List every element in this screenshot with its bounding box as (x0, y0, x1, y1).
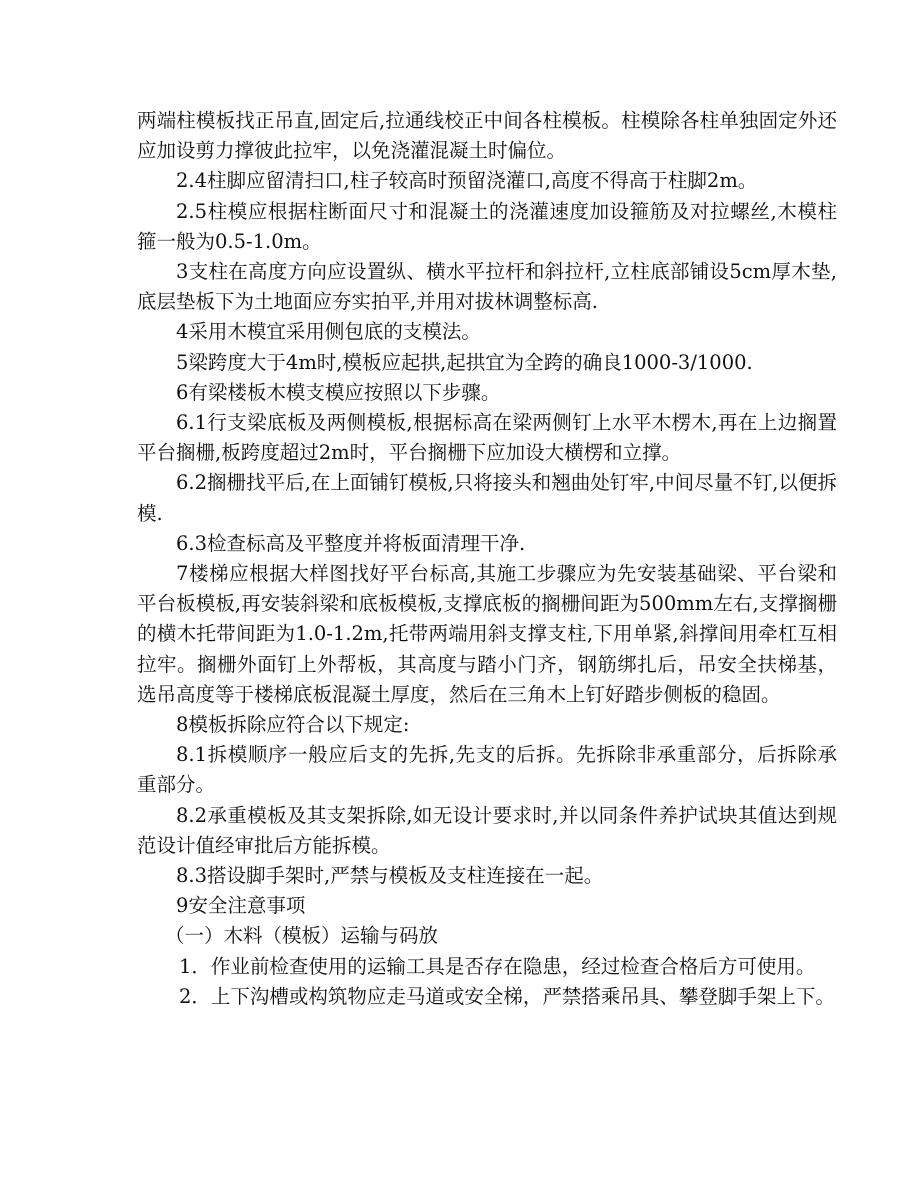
paragraph: 2．上下沟槽或构筑物应走马道或安全梯，严禁搭乘吊具、攀登脚手架上下。 (179, 984, 835, 1008)
paragraph: 5梁跨度大于4m时,模板应起拱,起拱宜为全跨的确良1000-3/1000. (176, 350, 753, 374)
paragraph: 两端柱模板找正吊直,固定后,拉通线校正中间各柱模板。柱模除各柱单独固定外还应加设剪力撑彼此拉牢，以免浇灌混凝土时偏位。 (137, 109, 837, 163)
paragraph: 6.3检查标高及平整度并将板面清理干净. (176, 531, 526, 555)
paragraph: 8.1拆模顺序一般应后支的先拆,先支的后拆。先拆除非承重部分，后拆除承重部分。 (137, 743, 837, 797)
paragraph: 6.2搁栅找平后,在上面铺钉模板,只将接头和翘曲处钉牢,中间尽量不钉,以便拆模. (137, 471, 837, 525)
paragraph: 2.5柱模应根据柱断面尺寸和混凝土的浇灌速度加设箍筋及对拉螺丝,木模柱箍一般为0.5-1.0m。 (137, 199, 837, 253)
paragraph: 1．作业前检查使用的运输工具是否存在隐患，经过检查合格后方可使用。 (179, 954, 816, 978)
paragraph: 7楼梯应根据大样图找好平台标高,其施工步骤应为先安装基础梁、平台梁和平台板模板,再安装斜梁和底板模板,支撑底板的搁栅间距为500mm左右,支撑搁栅的横木托带间距为1.0-1.2m,托带两端用斜支撑支柱,下用单紧,斜撑间用牵杠互相拉牢。搁栅外面钉上外帮板，其高度与踏小门齐，钢筋绑扎后，吊安全扶梯基，选吊高度等于楼梯底板混凝土厚度，然后在三角木上钉好踏步侧板的稳固。 (137, 562, 837, 706)
paragraph: 6有梁楼板木模支模应按照以下步骤。 (176, 380, 501, 404)
paragraph: 8模板拆除应符合以下规定: (176, 713, 410, 737)
paragraph: 3支柱在高度方向应设置纵、横水平拉杆和斜拉杆,立柱底部铺设5cm厚木垫,底层垫板下为土地面应夯实拍平,并用对拔林调整标高. (137, 260, 837, 314)
paragraph: 8.2承重模板及其支架拆除,如无设计要求时,并以同条件养护试块其值达到规范设计值经审批后方能拆模。 (137, 803, 837, 857)
subsection-heading: （一）木料（模板）运输与码放 (165, 924, 439, 948)
paragraph: 8.3搭设脚手架时,严禁与模板及支柱连接在一起。 (176, 864, 604, 888)
document-body (137, 106, 837, 1012)
section-heading: 9安全注意事项 (176, 894, 306, 918)
paragraph: 6.1行支梁底板及两侧模板,根据标高在梁两侧钉上水平木楞木,再在上边搁置平台搁栅,板跨度超过2m时，平台搁栅下应加设大横楞和立撑。 (137, 411, 837, 465)
paragraph: 4采用木模宜采用侧包底的支模法。 (176, 320, 481, 344)
paragraph: 2.4柱脚应留清扫口,柱子较高时预留浇灌口,高度不得高于柱脚2m。 (176, 169, 758, 193)
